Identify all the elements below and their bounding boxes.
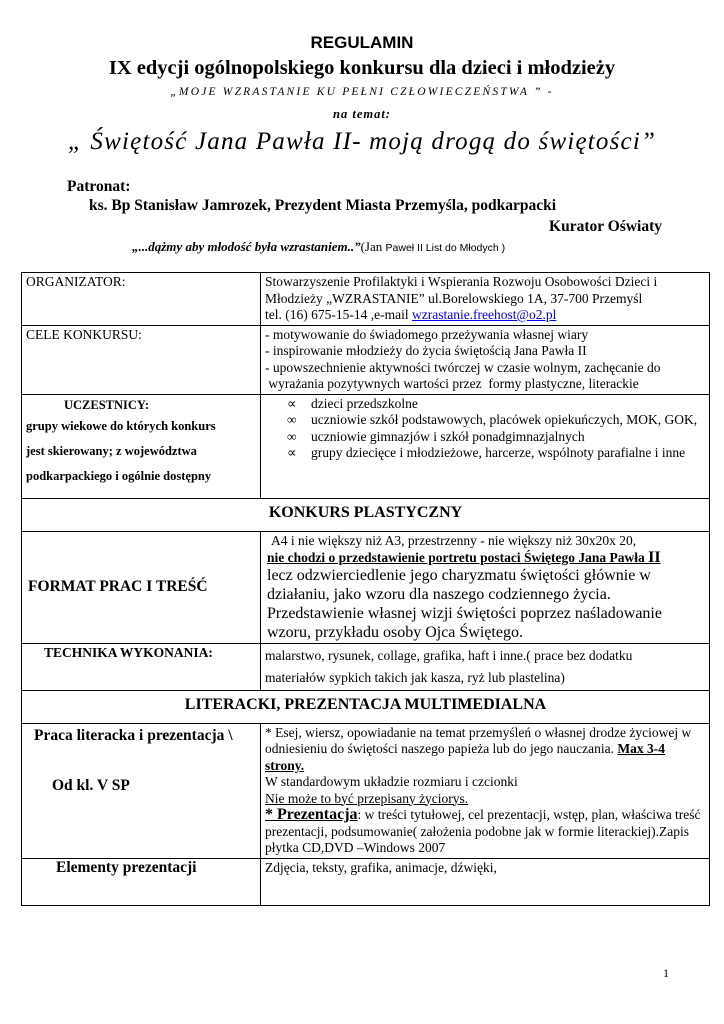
participants-label-cell: [22, 394, 261, 498]
participant-group: uczniowie gimnazjów i szkół ponadgimnazjalnych: [311, 428, 585, 444]
patronage-line-1: ks. Bp Stanisław Jamrozek, Prezydent Miasta Przemyśla, podkarpacki: [89, 197, 557, 214]
page-number: 1: [663, 966, 669, 980]
contest-theme: „ Świętość Jana Pawła II- moją drogą do świętości”: [67, 128, 657, 155]
table-row-art-heading: [22, 498, 710, 532]
organizer-line: Młodzieży „WZRASTANIE” ul.Borelowskiego 1A, 37-700 Przemyśl: [265, 290, 643, 306]
motto-quote: [132, 239, 505, 255]
goal-item: - upowszechnienie aktywności twórczej w czasie wolnym, zachęcanie do: [265, 359, 661, 375]
technique-line: materiałów sypkich takich jak kasza, ryż lub plastelina): [265, 670, 565, 685]
presentation-label: * Prezentacja: [265, 806, 358, 823]
page-limit: Max 3-4 strony.: [265, 741, 666, 773]
table-row-organizer: [22, 273, 710, 326]
document-heading: REGULAMIN: [310, 33, 414, 52]
participants-label: UCZESTNICY:: [64, 397, 149, 412]
list-item: [287, 412, 705, 429]
format-note-text: nie chodzi o przedstawienie portretu postaci Świętego Jana Pawła: [267, 549, 645, 565]
participants-desc: podkarpackiego i ogólnie dostępny: [26, 468, 212, 483]
literary-label-cell: [22, 723, 261, 858]
organizer-label: ORGANIZATOR:: [22, 273, 261, 326]
list-item: [287, 445, 705, 462]
organizer-details: [261, 273, 710, 326]
list-item: [287, 429, 705, 446]
participants-list: [265, 396, 705, 462]
presentation-rules: [265, 807, 705, 857]
document-title: IX edycji ogólnopolskiego konkursu dla dzieci i młodzieży: [108, 57, 616, 79]
goals-list: [261, 325, 710, 394]
originality-rule: Nie może to być przepisany życiorys.: [265, 790, 469, 806]
literary-label: Praca literacka i prezentacja \: [34, 726, 233, 744]
presentation-text: : w treści tytułowej, cel prezentacji, wstęp, plan, właściwa treść prezentacji, podsumowanie( założenia podobne jak w formie literackiej).Zapis płytka CD,DVD –Windows 2007: [265, 807, 701, 855]
technique-details: [261, 644, 710, 691]
organizer-phone: tel. (16) 675-15-14 ,e-mail: [265, 307, 412, 322]
literary-forms-text: * Esej, wiersz, opowiadanie na temat przemyśleń o własnej drodze życiowej w odniesieniu do świętości naszego papieża lub do jego nauczania.: [265, 724, 692, 756]
literary-details: [261, 723, 710, 858]
literary-contest-heading: LITERACKI, PREZENTACJA MULTIMEDIALNA: [22, 691, 710, 724]
patronage-line-2: Kurator Oświaty: [549, 218, 662, 235]
table-row-format: [22, 532, 710, 644]
technique-line: malarstwo, rysunek, collage, grafika, haft i inne.( prace bez dodatku: [265, 648, 633, 663]
participant-group: uczniowie szkół podstawowych, placówek opiekuńczych, MOK, GOK,: [311, 412, 698, 427]
goal-item: - motywowanie do świadomego przeżywania własnej wiary: [265, 326, 589, 342]
bullet-symbol: ∝: [287, 395, 297, 411]
goal-item: - inspirowanie młodzieży do życia świętością Jana Pawła II: [265, 343, 587, 358]
format-note: [267, 550, 705, 567]
table-row-technique: [22, 644, 710, 691]
technique-label: TECHNIKA WYKONANIA:: [22, 644, 261, 691]
table-row-participants: [22, 394, 710, 498]
table-row-literary: [22, 723, 710, 858]
participant-group: grupy dziecięce i młodzieżowe, harcerze, wspólnoty parafialne i inne: [311, 445, 686, 460]
organizer-line: Stowarzyszenie Profilaktyki i Wspierania Rozwoju Osobowości Dzieci i: [265, 274, 658, 289]
bullet-symbol: ∝: [287, 445, 297, 460]
table-row-goals: [22, 325, 710, 394]
format-details: [261, 532, 710, 644]
rules-table: [21, 272, 710, 906]
bullet-symbol: ∞: [287, 428, 297, 444]
presentation-elements-label: Elementy prezentacji: [22, 858, 261, 905]
format-label: FORMAT PRAC I TREŚĆ: [22, 532, 261, 644]
motto-text: „...dążmy aby młodość była wzrastaniem..”: [132, 239, 361, 254]
format-note-roman: II: [648, 548, 661, 566]
format-rule: W standardowym układzie rozmiaru i czcionki: [265, 774, 518, 789]
goal-item: wyrażania pozytywnych wartości przez formy plastyczne, literackie: [265, 376, 639, 391]
grade-requirement: Od kl. V SP: [52, 777, 130, 794]
motto-source: Paweł II List do Młodych ): [385, 242, 506, 254]
participants-desc: grupy wiekowe do których konkurs: [26, 418, 216, 433]
goals-label: CELE KONKURSU:: [22, 325, 261, 394]
participant-group: dzieci przedszkolne: [311, 395, 418, 411]
format-description: lecz odzwierciedlenie jego charyzmatu świętości głównie w działaniu, jako wzoru dla naszego codziennego życia. Przedstawienie własnej wizji świętości poprzez naśladowanie wzoru, przykładu osoby Ojca Świętego.: [267, 567, 662, 641]
art-contest-heading: KONKURS PLASTYCZNY: [22, 498, 710, 532]
organizer-contact: [265, 307, 705, 324]
document-subtitle: „MOJE WZRASTANIE KU PEŁNI CZŁOWIECZEŃSTWA ” -: [170, 86, 554, 98]
participants-desc: jest skierowany; z województwa: [26, 443, 197, 458]
email-link[interactable]: wzrastanie.freehost@o2.pl: [411, 307, 557, 322]
presentation-elements: Zdjęcia, teksty, grafika, animacje, dźwięki,: [261, 858, 710, 905]
theme-intro: na temat:: [333, 107, 391, 121]
format-size: A4 i nie większy niż A3, przestrzenny - nie większy niż 30x20x 20,: [271, 533, 637, 548]
table-row-elements: [22, 858, 710, 905]
bullet-symbol: ∞: [287, 412, 297, 427]
list-item: [287, 396, 705, 413]
patronage-label: Patronat:: [67, 178, 131, 195]
literary-forms: [265, 725, 705, 775]
motto-source-open: (Jan: [360, 239, 383, 254]
participants-list-cell: [261, 394, 710, 498]
table-row-literary-heading: [22, 691, 710, 724]
